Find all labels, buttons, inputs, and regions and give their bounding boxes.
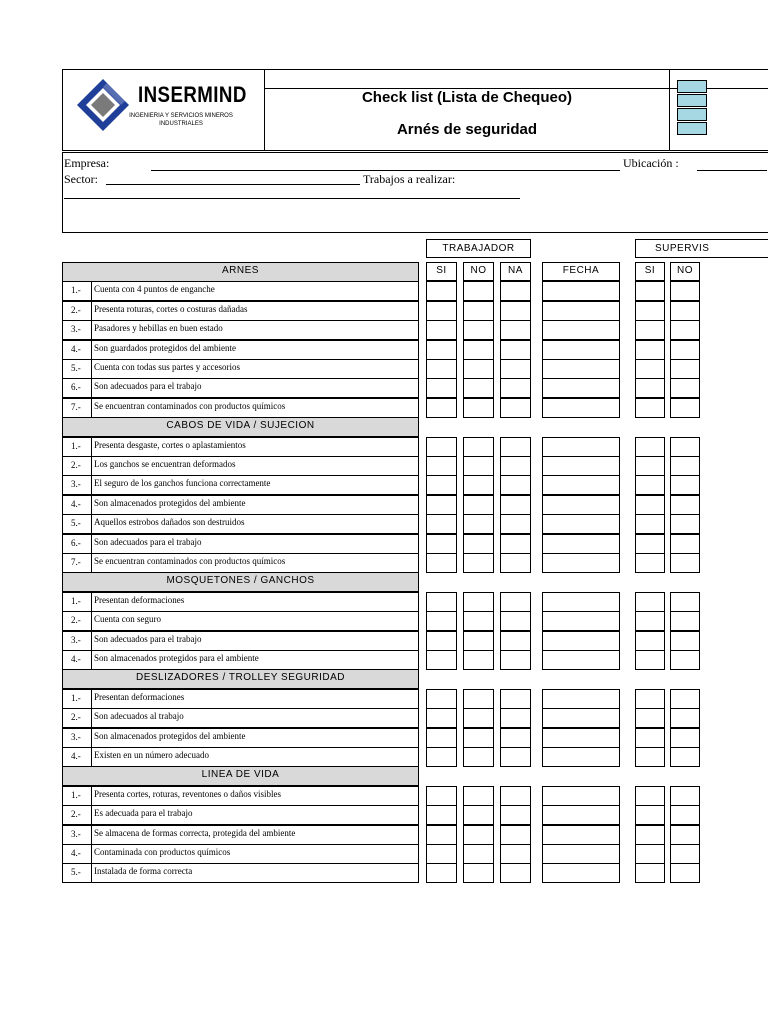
logo-subtitle: INGENIERIA Y SERVICIOS MINEROS bbox=[129, 113, 233, 119]
logo-name: INSERMIND bbox=[138, 82, 247, 107]
trabajador-si-box[interactable] bbox=[426, 611, 457, 631]
section-header: ARNES bbox=[62, 262, 419, 282]
item-number: 3.- bbox=[62, 631, 92, 651]
sector-label: Sector: bbox=[64, 172, 98, 186]
fecha-box[interactable] bbox=[542, 281, 620, 301]
fecha-box[interactable] bbox=[542, 378, 620, 398]
item-number: 2.- bbox=[62, 611, 92, 631]
supervisor-no-box[interactable] bbox=[670, 747, 700, 767]
trabajador-no-box[interactable] bbox=[463, 747, 494, 767]
fecha-box[interactable] bbox=[542, 611, 620, 631]
supervisor-no-box[interactable] bbox=[670, 844, 700, 864]
item-number: 7.- bbox=[62, 398, 92, 418]
trabajador-si-box[interactable] bbox=[426, 378, 457, 398]
fecha-box[interactable] bbox=[542, 844, 620, 864]
fecha-box[interactable] bbox=[542, 340, 620, 360]
ubicacion-label: Ubicación : bbox=[623, 156, 679, 170]
item-number: 5.- bbox=[62, 863, 92, 883]
trabajador-no-box[interactable] bbox=[463, 475, 494, 495]
supervisor-si-box[interactable] bbox=[635, 805, 665, 825]
trabajador-na-box[interactable] bbox=[500, 825, 531, 845]
trabajador-na-box[interactable] bbox=[500, 631, 531, 651]
trabajos-field[interactable] bbox=[64, 198, 520, 199]
trabajador-na-box[interactable] bbox=[500, 281, 531, 301]
fecha-box[interactable] bbox=[542, 475, 620, 495]
supervisor-no-box[interactable] bbox=[670, 475, 700, 495]
item-description: Son almacenados protegidos del ambiente bbox=[91, 728, 419, 748]
supervisor-si-box[interactable] bbox=[635, 475, 665, 495]
trabajador-na-box[interactable] bbox=[500, 786, 531, 806]
fecha-box[interactable] bbox=[542, 825, 620, 845]
trabajador-si-box[interactable] bbox=[426, 863, 457, 883]
item-number: 4.- bbox=[62, 844, 92, 864]
supervisor-si-box[interactable] bbox=[635, 825, 665, 845]
supervisor-si-box[interactable] bbox=[635, 281, 665, 301]
supervisor-no-box[interactable] bbox=[670, 495, 700, 515]
col-sup-no: NO bbox=[670, 262, 700, 281]
fecha-box[interactable] bbox=[542, 534, 620, 554]
empresa-field[interactable] bbox=[151, 170, 620, 171]
supervisor-si-box[interactable] bbox=[635, 378, 665, 398]
trabajador-si-box[interactable] bbox=[426, 534, 457, 554]
trabajador-no-box[interactable] bbox=[463, 437, 494, 457]
trabajador-no-box[interactable] bbox=[463, 786, 494, 806]
item-description: Son adecuados al trabajo bbox=[91, 708, 419, 728]
item-description: Cuenta con seguro bbox=[91, 611, 419, 631]
trabajador-na-box[interactable] bbox=[500, 514, 531, 534]
trabajador-si-box[interactable] bbox=[426, 805, 457, 825]
header-divider-right bbox=[669, 69, 670, 151]
item-description: Cuenta con 4 puntos de enganche bbox=[91, 281, 419, 301]
trabajador-na-box[interactable] bbox=[500, 495, 531, 515]
sector-field[interactable] bbox=[106, 184, 360, 185]
supervisor-header: SUPERVIS bbox=[635, 239, 768, 258]
trabajador-si-box[interactable] bbox=[426, 281, 457, 301]
trabajador-si-box[interactable] bbox=[426, 495, 457, 515]
trabajador-si-box[interactable] bbox=[426, 825, 457, 845]
trabajador-na-box[interactable] bbox=[500, 844, 531, 864]
logo-subtitle: INDUSTRIALES bbox=[159, 121, 203, 127]
item-description: Presentan deformaciones bbox=[91, 592, 419, 612]
supervisor-si-box[interactable] bbox=[635, 592, 665, 612]
fecha-box[interactable] bbox=[542, 631, 620, 651]
trabajador-si-box[interactable] bbox=[426, 650, 457, 670]
col-fecha: FECHA bbox=[542, 262, 620, 281]
col-no: NO bbox=[463, 262, 494, 281]
trabajador-si-box[interactable] bbox=[426, 844, 457, 864]
trabajador-no-box[interactable] bbox=[463, 534, 494, 554]
trabajador-no-box[interactable] bbox=[463, 863, 494, 883]
trabajador-no-box[interactable] bbox=[463, 301, 494, 321]
supervisor-si-box[interactable] bbox=[635, 456, 665, 476]
item-number: 1.- bbox=[62, 689, 92, 709]
supervisor-no-box[interactable] bbox=[670, 340, 700, 360]
trabajador-na-box[interactable] bbox=[500, 378, 531, 398]
item-description: Se encuentran contaminados con productos químicos bbox=[91, 553, 419, 573]
page-subtitle: Arnés de seguridad bbox=[396, 121, 538, 138]
item-number: 3.- bbox=[62, 825, 92, 845]
item-description: Presentan deformaciones bbox=[91, 689, 419, 709]
item-number: 4.- bbox=[62, 340, 92, 360]
trabajador-no-box[interactable] bbox=[463, 553, 494, 573]
item-description: Contaminada con productos químicos bbox=[91, 844, 419, 864]
supervisor-si-box[interactable] bbox=[635, 495, 665, 515]
trabajador-na-box[interactable] bbox=[500, 805, 531, 825]
item-number: 2.- bbox=[62, 805, 92, 825]
code-cell bbox=[677, 94, 707, 107]
item-number: 1.- bbox=[62, 592, 92, 612]
supervisor-si-box[interactable] bbox=[635, 747, 665, 767]
item-number: 3.- bbox=[62, 320, 92, 340]
supervisor-no-box[interactable] bbox=[670, 650, 700, 670]
col-sup-si: SI bbox=[635, 262, 665, 281]
trabajador-si-box[interactable] bbox=[426, 437, 457, 457]
fecha-box[interactable] bbox=[542, 708, 620, 728]
trabajador-si-box[interactable] bbox=[426, 475, 457, 495]
item-number: 1.- bbox=[62, 786, 92, 806]
company-logo-icon bbox=[77, 79, 129, 131]
item-description: Instalada de forma correcta bbox=[91, 863, 419, 883]
supervisor-no-box[interactable] bbox=[670, 863, 700, 883]
supervisor-si-box[interactable] bbox=[635, 844, 665, 864]
item-description: Presenta cortes, roturas, reventones o daños visibles bbox=[91, 786, 419, 806]
supervisor-no-box[interactable] bbox=[670, 786, 700, 806]
trabajador-na-box[interactable] bbox=[500, 475, 531, 495]
trabajador-si-box[interactable] bbox=[426, 689, 457, 709]
fecha-box[interactable] bbox=[542, 553, 620, 573]
trabajador-no-box[interactable] bbox=[463, 456, 494, 476]
supervisor-no-box[interactable] bbox=[670, 689, 700, 709]
item-description: Son adecuados para el trabajo bbox=[91, 378, 419, 398]
trabajador-no-box[interactable] bbox=[463, 728, 494, 748]
trabajador-no-box[interactable] bbox=[463, 825, 494, 845]
item-description: Se almacena de formas correcta, protegida del ambiente bbox=[91, 825, 419, 845]
item-number: 4.- bbox=[62, 495, 92, 515]
item-number: 1.- bbox=[62, 281, 92, 301]
item-number: 2.- bbox=[62, 301, 92, 321]
trabajador-na-box[interactable] bbox=[500, 708, 531, 728]
item-description: Son almacenados protegidos del ambiente bbox=[91, 495, 419, 515]
item-description: Es adecuada para el trabajo bbox=[91, 805, 419, 825]
fecha-box[interactable] bbox=[542, 398, 620, 418]
item-description: Cuenta con todas sus partes y accesorios bbox=[91, 359, 419, 379]
supervisor-si-box[interactable] bbox=[635, 786, 665, 806]
supervisor-si-box[interactable] bbox=[635, 863, 665, 883]
ubicacion-field[interactable] bbox=[697, 170, 767, 171]
supervisor-no-box[interactable] bbox=[670, 359, 700, 379]
trabajador-na-box[interactable] bbox=[500, 359, 531, 379]
trabajador-na-box[interactable] bbox=[500, 592, 531, 612]
section-header: DESLIZADORES / TROLLEY SEGURIDAD bbox=[62, 669, 419, 689]
fecha-box[interactable] bbox=[542, 728, 620, 748]
trabajador-no-box[interactable] bbox=[463, 514, 494, 534]
item-description: Presenta desgaste, cortes o aplastamientos bbox=[91, 437, 419, 457]
fecha-box[interactable] bbox=[542, 592, 620, 612]
item-description: Pasadores y hebillas en buen estado bbox=[91, 320, 419, 340]
trabajador-no-box[interactable] bbox=[463, 340, 494, 360]
trabajador-no-box[interactable] bbox=[463, 281, 494, 301]
trabajador-si-box[interactable] bbox=[426, 359, 457, 379]
supervisor-si-box[interactable] bbox=[635, 689, 665, 709]
trabajador-na-box[interactable] bbox=[500, 437, 531, 457]
trabajador-si-box[interactable] bbox=[426, 728, 457, 748]
item-number: 2.- bbox=[62, 456, 92, 476]
supervisor-no-box[interactable] bbox=[670, 301, 700, 321]
item-number: 4.- bbox=[62, 747, 92, 767]
item-number: 1.- bbox=[62, 437, 92, 457]
supervisor-no-box[interactable] bbox=[670, 631, 700, 651]
supervisor-no-box[interactable] bbox=[670, 281, 700, 301]
fecha-box[interactable] bbox=[542, 514, 620, 534]
fecha-box[interactable] bbox=[542, 437, 620, 457]
item-description: Los ganchos se encuentran deformados bbox=[91, 456, 419, 476]
trabajador-si-box[interactable] bbox=[426, 301, 457, 321]
supervisor-si-box[interactable] bbox=[635, 359, 665, 379]
trabajador-no-box[interactable] bbox=[463, 592, 494, 612]
supervisor-no-box[interactable] bbox=[670, 728, 700, 748]
supervisor-si-box[interactable] bbox=[635, 340, 665, 360]
supervisor-no-box[interactable] bbox=[670, 592, 700, 612]
fecha-box[interactable] bbox=[542, 456, 620, 476]
fecha-box[interactable] bbox=[542, 689, 620, 709]
item-number: 2.- bbox=[62, 708, 92, 728]
trabajador-na-box[interactable] bbox=[500, 728, 531, 748]
fecha-box[interactable] bbox=[542, 805, 620, 825]
section-header: CABOS DE VIDA / SUJECION bbox=[62, 417, 419, 437]
supervisor-si-box[interactable] bbox=[635, 631, 665, 651]
trabajador-no-box[interactable] bbox=[463, 805, 494, 825]
supervisor-no-box[interactable] bbox=[670, 805, 700, 825]
trabajador-no-box[interactable] bbox=[463, 631, 494, 651]
trabajador-no-box[interactable] bbox=[463, 359, 494, 379]
empresa-label: Empresa: bbox=[64, 156, 110, 170]
supervisor-no-box[interactable] bbox=[670, 398, 700, 418]
fecha-box[interactable] bbox=[542, 301, 620, 321]
trabajador-na-box[interactable] bbox=[500, 689, 531, 709]
fecha-box[interactable] bbox=[542, 650, 620, 670]
trabajador-na-box[interactable] bbox=[500, 301, 531, 321]
trabajador-no-box[interactable] bbox=[463, 689, 494, 709]
fecha-box[interactable] bbox=[542, 359, 620, 379]
code-cell bbox=[677, 108, 707, 121]
item-description: Son guardados protegidos del ambiente bbox=[91, 340, 419, 360]
supervisor-si-box[interactable] bbox=[635, 320, 665, 340]
code-cell bbox=[677, 122, 707, 135]
supervisor-no-box[interactable] bbox=[670, 553, 700, 573]
fecha-box[interactable] bbox=[542, 320, 620, 340]
trabajador-na-box[interactable] bbox=[500, 863, 531, 883]
supervisor-si-box[interactable] bbox=[635, 398, 665, 418]
supervisor-si-box[interactable] bbox=[635, 514, 665, 534]
item-description: Aquellos estrobos dañados son destruidos bbox=[91, 514, 419, 534]
trabajador-si-box[interactable] bbox=[426, 592, 457, 612]
fecha-box[interactable] bbox=[542, 863, 620, 883]
item-description: Se encuentran contaminados con productos químicos bbox=[91, 398, 419, 418]
trabajador-si-box[interactable] bbox=[426, 553, 457, 573]
item-description: Son almacenados protegidos para el ambiente bbox=[91, 650, 419, 670]
supervisor-no-box[interactable] bbox=[670, 534, 700, 554]
trabajador-no-box[interactable] bbox=[463, 708, 494, 728]
trabajador-na-box[interactable] bbox=[500, 320, 531, 340]
trabajador-si-box[interactable] bbox=[426, 340, 457, 360]
item-description: Existen en un número adecuado bbox=[91, 747, 419, 767]
supervisor-no-box[interactable] bbox=[670, 320, 700, 340]
section-header: LINEA DE VIDA bbox=[62, 766, 419, 786]
fecha-box[interactable] bbox=[542, 747, 620, 767]
item-number: 6.- bbox=[62, 378, 92, 398]
item-number: 6.- bbox=[62, 534, 92, 554]
item-number: 5.- bbox=[62, 514, 92, 534]
trabajador-no-box[interactable] bbox=[463, 378, 494, 398]
trabajador-no-box[interactable] bbox=[463, 611, 494, 631]
trabajador-no-box[interactable] bbox=[463, 320, 494, 340]
fecha-box[interactable] bbox=[542, 786, 620, 806]
trabajador-na-box[interactable] bbox=[500, 340, 531, 360]
trabajador-no-box[interactable] bbox=[463, 650, 494, 670]
trabajador-na-box[interactable] bbox=[500, 747, 531, 767]
item-description: Son adecuados para el trabajo bbox=[91, 534, 419, 554]
item-number: 7.- bbox=[62, 553, 92, 573]
trabajador-no-box[interactable] bbox=[463, 398, 494, 418]
supervisor-si-box[interactable] bbox=[635, 534, 665, 554]
trabajador-si-box[interactable] bbox=[426, 786, 457, 806]
item-number: 5.- bbox=[62, 359, 92, 379]
supervisor-si-box[interactable] bbox=[635, 650, 665, 670]
supervisor-no-box[interactable] bbox=[670, 378, 700, 398]
fecha-box[interactable] bbox=[542, 495, 620, 515]
trabajador-na-box[interactable] bbox=[500, 534, 531, 554]
supervisor-si-box[interactable] bbox=[635, 611, 665, 631]
supervisor-no-box[interactable] bbox=[670, 514, 700, 534]
supervisor-si-box[interactable] bbox=[635, 708, 665, 728]
supervisor-si-box[interactable] bbox=[635, 301, 665, 321]
trabajador-na-box[interactable] bbox=[500, 553, 531, 573]
trabajador-na-box[interactable] bbox=[500, 611, 531, 631]
item-description: El seguro de los ganchos funciona correctamente bbox=[91, 475, 419, 495]
trabajador-header: TRABAJADOR bbox=[426, 239, 531, 258]
supervisor-no-box[interactable] bbox=[670, 611, 700, 631]
item-number: 3.- bbox=[62, 728, 92, 748]
supervisor-si-box[interactable] bbox=[635, 553, 665, 573]
trabajador-si-box[interactable] bbox=[426, 514, 457, 534]
trabajador-si-box[interactable] bbox=[426, 398, 457, 418]
code-cell bbox=[677, 80, 707, 93]
supervisor-no-box[interactable] bbox=[670, 456, 700, 476]
page-title: Check list (Lista de Chequeo) bbox=[361, 89, 573, 106]
item-description: Presenta roturas, cortes o costuras dañadas bbox=[91, 301, 419, 321]
col-na: NA bbox=[500, 262, 531, 281]
col-si: SI bbox=[426, 262, 457, 281]
trabajador-si-box[interactable] bbox=[426, 320, 457, 340]
item-number: 4.- bbox=[62, 650, 92, 670]
trabajador-na-box[interactable] bbox=[500, 456, 531, 476]
trabajador-na-box[interactable] bbox=[500, 398, 531, 418]
item-number: 3.- bbox=[62, 475, 92, 495]
trabajador-si-box[interactable] bbox=[426, 708, 457, 728]
supervisor-no-box[interactable] bbox=[670, 825, 700, 845]
trabajador-si-box[interactable] bbox=[426, 631, 457, 651]
supervisor-no-box[interactable] bbox=[670, 708, 700, 728]
item-description: Son adecuados para el trabajo bbox=[91, 631, 419, 651]
supervisor-si-box[interactable] bbox=[635, 437, 665, 457]
section-header: MOSQUETONES / GANCHOS bbox=[62, 572, 419, 592]
trabajos-label: Trabajos a realizar: bbox=[363, 172, 456, 186]
trabajador-na-box[interactable] bbox=[500, 650, 531, 670]
trabajador-si-box[interactable] bbox=[426, 456, 457, 476]
supervisor-si-box[interactable] bbox=[635, 728, 665, 748]
supervisor-no-box[interactable] bbox=[670, 437, 700, 457]
trabajador-no-box[interactable] bbox=[463, 495, 494, 515]
trabajador-si-box[interactable] bbox=[426, 747, 457, 767]
trabajador-no-box[interactable] bbox=[463, 844, 494, 864]
